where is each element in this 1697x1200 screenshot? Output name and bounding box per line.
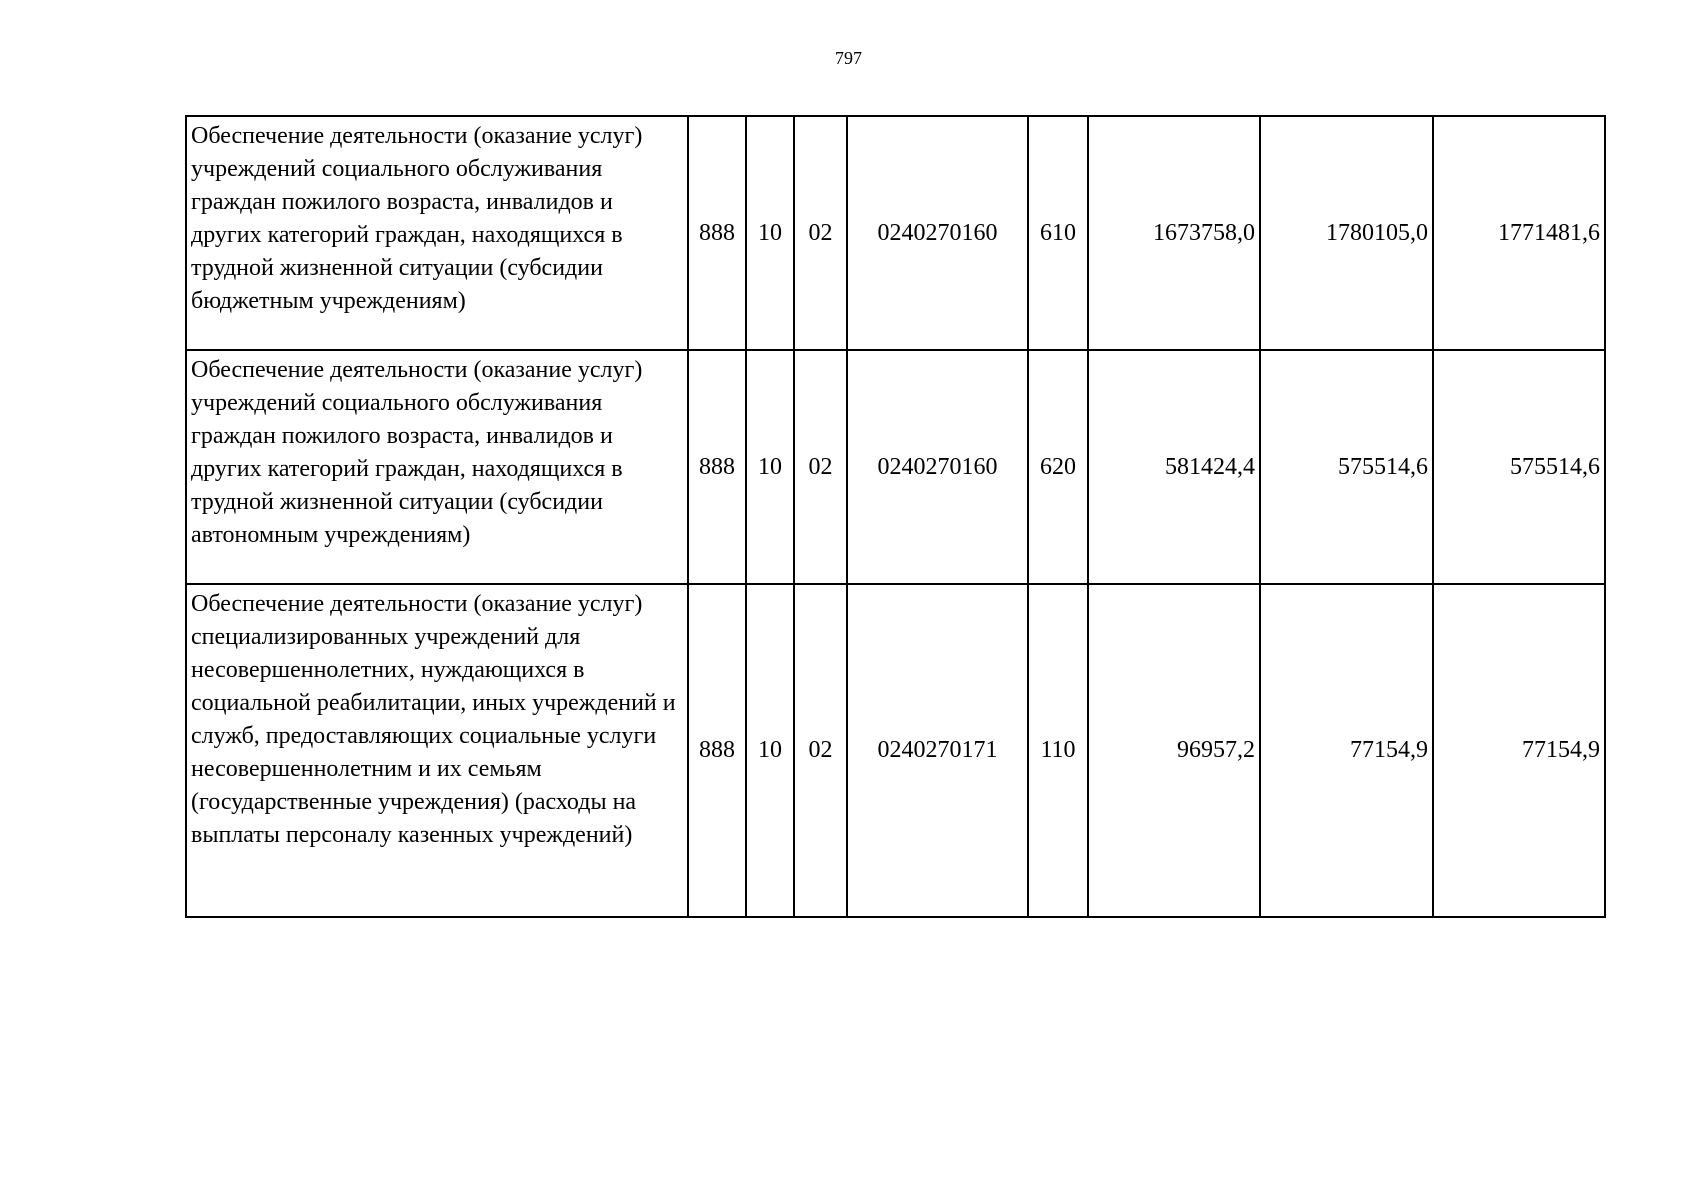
row-description: Обеспечение деятельности (оказание услуг) учреждений социального обслуживания граждан пожилого возраста, инвалидов и других категорий граждан, находящихся в трудной жизненной ситуации (субсидии автономным учреждениям) <box>186 350 688 584</box>
amount-year-1: 1673758,0 <box>1088 116 1260 350</box>
amount-year-1: 581424,4 <box>1088 350 1260 584</box>
amount-year-2: 575514,6 <box>1260 350 1433 584</box>
table-row <box>186 584 1605 917</box>
table-row <box>186 350 1605 584</box>
target-article-code: 0240270160 <box>847 116 1028 350</box>
target-article-code: 0240270160 <box>847 350 1028 584</box>
subsection-code: 02 <box>794 584 847 917</box>
ministry-code: 888 <box>688 116 746 350</box>
expense-type-code: 110 <box>1028 584 1088 917</box>
subsection-code: 02 <box>794 116 847 350</box>
target-article-code: 0240270171 <box>847 584 1028 917</box>
amount-year-3: 1771481,6 <box>1433 116 1605 350</box>
amount-year-3: 77154,9 <box>1433 584 1605 917</box>
expense-type-code: 610 <box>1028 116 1088 350</box>
ministry-code: 888 <box>688 584 746 917</box>
section-code: 10 <box>746 116 794 350</box>
budget-table <box>185 115 1606 918</box>
expense-type-code: 620 <box>1028 350 1088 584</box>
row-description: Обеспечение деятельности (оказание услуг) специализированных учреждений для несовершеннолетних, нуждающихся в социальной реабилитации, иных учреждений и служб, предоставляющих социальные услуги несовершеннолетним и их семьям (государственные учреждения) (расходы на выплаты персоналу казенных учреждений) <box>186 584 688 917</box>
page-number: 797 <box>835 48 862 68</box>
amount-year-2: 1780105,0 <box>1260 116 1433 350</box>
amount-year-1: 96957,2 <box>1088 584 1260 917</box>
amount-year-2: 77154,9 <box>1260 584 1433 917</box>
table-row <box>186 116 1605 350</box>
section-code: 10 <box>746 584 794 917</box>
subsection-code: 02 <box>794 350 847 584</box>
ministry-code: 888 <box>688 350 746 584</box>
amount-year-3: 575514,6 <box>1433 350 1605 584</box>
row-description: Обеспечение деятельности (оказание услуг) учреждений социального обслуживания граждан пожилого возраста, инвалидов и других категорий граждан, находящихся в трудной жизненной ситуации (субсидии бюджетным учреждениям) <box>186 116 688 350</box>
section-code: 10 <box>746 350 794 584</box>
